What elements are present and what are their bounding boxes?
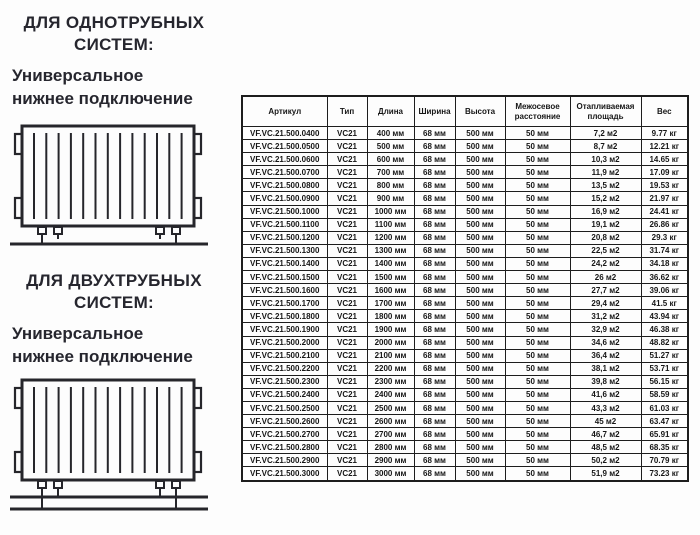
- column-header-weight: Вес: [641, 96, 688, 127]
- table-row: [242, 401, 688, 414]
- table-cell: 68 мм: [414, 467, 455, 481]
- table-cell: 26 м2: [570, 271, 641, 284]
- table-cell: 68 мм: [414, 297, 455, 310]
- table-cell: 9.77 кг: [641, 127, 688, 140]
- table-cell: 34,6 м2: [570, 336, 641, 349]
- table-cell: VF.VC.21.500.1000: [242, 205, 327, 218]
- table-cell: 8,7 м2: [570, 140, 641, 153]
- table-cell: 700 мм: [367, 166, 414, 179]
- table-cell: 50 мм: [505, 284, 570, 297]
- table-cell: VC21: [327, 388, 367, 401]
- table-cell: 1900 мм: [367, 323, 414, 336]
- table-cell: 500 мм: [455, 271, 505, 284]
- table-cell: VF.VC.21.500.2200: [242, 362, 327, 375]
- table-cell: 68 мм: [414, 205, 455, 218]
- table-row: [242, 153, 688, 166]
- table-cell: 500 мм: [455, 323, 505, 336]
- table-cell: 21.97 кг: [641, 192, 688, 205]
- table-cell: 500 мм: [455, 140, 505, 153]
- column-header-type: Тип: [327, 96, 367, 127]
- table-cell: VC21: [327, 336, 367, 349]
- table-cell: VC21: [327, 271, 367, 284]
- table-cell: VF.VC.21.500.1300: [242, 244, 327, 257]
- radiator-diagram-two-pipe: [10, 376, 210, 516]
- table-cell: 500 мм: [455, 388, 505, 401]
- subtext-line: Универсальное: [12, 324, 144, 343]
- table-cell: 51,9 м2: [570, 467, 641, 481]
- table-cell: VC21: [327, 401, 367, 414]
- heading-line: СИСТЕМ:: [74, 293, 154, 312]
- table-row: [242, 140, 688, 153]
- table-cell: 50 мм: [505, 140, 570, 153]
- single-pipe-heading: [6, 12, 222, 56]
- table-cell: 1400 мм: [367, 257, 414, 270]
- spec-table: [241, 95, 689, 482]
- table-cell: VC21: [327, 415, 367, 428]
- table-cell: 29.3 кг: [641, 231, 688, 244]
- table-cell: 500 мм: [455, 153, 505, 166]
- table-cell: 56.15 кг: [641, 375, 688, 388]
- table-row: [242, 467, 688, 481]
- table-cell: VF.VC.21.500.0600: [242, 153, 327, 166]
- subtext-line: нижнее подключение: [12, 347, 193, 366]
- table-cell: VF.VC.21.500.1100: [242, 218, 327, 231]
- table-cell: VC21: [327, 349, 367, 362]
- table-cell: 1200 мм: [367, 231, 414, 244]
- table-cell: 500 мм: [455, 362, 505, 375]
- table-cell: 500 мм: [455, 257, 505, 270]
- table-cell: 68 мм: [414, 140, 455, 153]
- table-cell: 68 мм: [414, 218, 455, 231]
- table-cell: 500 мм: [367, 140, 414, 153]
- table-cell: 500 мм: [455, 467, 505, 481]
- two-pipe-heading: [6, 270, 222, 314]
- table-cell: 13,5 м2: [570, 179, 641, 192]
- table-row: [242, 428, 688, 441]
- table-cell: VC21: [327, 441, 367, 454]
- heading-line: ДЛЯ ДВУХТРУБНЫХ: [26, 271, 202, 290]
- table-cell: 50 мм: [505, 231, 570, 244]
- table-cell: 500 мм: [455, 166, 505, 179]
- table-cell: 7,2 м2: [570, 127, 641, 140]
- table-cell: 2000 мм: [367, 336, 414, 349]
- table-cell: 50 мм: [505, 205, 570, 218]
- table-cell: VF.VC.21.500.2800: [242, 441, 327, 454]
- table-cell: 68 мм: [414, 401, 455, 414]
- left-panel: [0, 0, 235, 535]
- table-cell: 50,2 м2: [570, 454, 641, 467]
- table-cell: VF.VC.21.500.1200: [242, 231, 327, 244]
- table-cell: VF.VC.21.500.0800: [242, 179, 327, 192]
- table-cell: VF.VC.21.500.1800: [242, 310, 327, 323]
- table-row: [242, 297, 688, 310]
- table-row: [242, 218, 688, 231]
- table-cell: 68 мм: [414, 244, 455, 257]
- table-cell: 27,7 м2: [570, 284, 641, 297]
- table-cell: VF.VC.21.500.0400: [242, 127, 327, 140]
- table-cell: 68 мм: [414, 271, 455, 284]
- table-cell: VF.VC.21.500.2600: [242, 415, 327, 428]
- table-cell: 2400 мм: [367, 388, 414, 401]
- table-cell: 500 мм: [455, 428, 505, 441]
- table-cell: 19,1 м2: [570, 218, 641, 231]
- table-cell: 50 мм: [505, 179, 570, 192]
- table-cell: 68.35 кг: [641, 441, 688, 454]
- table-row: [242, 310, 688, 323]
- subtext-line: Универсальное: [12, 66, 144, 85]
- table-cell: 19.53 кг: [641, 179, 688, 192]
- table-cell: VC21: [327, 244, 367, 257]
- table-cell: 68 мм: [414, 454, 455, 467]
- table-cell: 900 мм: [367, 192, 414, 205]
- table-cell: 50 мм: [505, 244, 570, 257]
- table-cell: 43,3 м2: [570, 401, 641, 414]
- table-cell: VC21: [327, 362, 367, 375]
- table-cell: 50 мм: [505, 271, 570, 284]
- table-cell: 50 мм: [505, 349, 570, 362]
- table-cell: VF.VC.21.500.1600: [242, 284, 327, 297]
- table-cell: VC21: [327, 218, 367, 231]
- table-cell: 1700 мм: [367, 297, 414, 310]
- table-cell: 500 мм: [455, 401, 505, 414]
- heading-line: ДЛЯ ОДНОТРУБНЫХ: [23, 13, 205, 32]
- table-row: [242, 205, 688, 218]
- table-cell: 3000 мм: [367, 467, 414, 481]
- table-cell: 48.82 кг: [641, 336, 688, 349]
- table-cell: 50 мм: [505, 166, 570, 179]
- table-row: [242, 415, 688, 428]
- table-cell: 31,2 м2: [570, 310, 641, 323]
- table-cell: 1500 мм: [367, 271, 414, 284]
- table-cell: VF.VC.21.500.2300: [242, 375, 327, 388]
- table-cell: VF.VC.21.500.2100: [242, 349, 327, 362]
- table-cell: VC21: [327, 428, 367, 441]
- table-cell: 500 мм: [455, 218, 505, 231]
- heading-line: СИСТЕМ:: [74, 35, 154, 54]
- table-cell: 400 мм: [367, 127, 414, 140]
- table-cell: VC21: [327, 297, 367, 310]
- table-row: [242, 192, 688, 205]
- table-cell: 500 мм: [455, 336, 505, 349]
- table-row: [242, 349, 688, 362]
- table-cell: 68 мм: [414, 323, 455, 336]
- table-cell: 46.38 кг: [641, 323, 688, 336]
- table-cell: 16,9 м2: [570, 205, 641, 218]
- table-cell: VF.VC.21.500.2400: [242, 388, 327, 401]
- table-cell: 50 мм: [505, 428, 570, 441]
- table-row: [242, 375, 688, 388]
- table-cell: VC21: [327, 323, 367, 336]
- table-cell: 500 мм: [455, 297, 505, 310]
- table-cell: 43.94 кг: [641, 310, 688, 323]
- table-cell: 17.09 кг: [641, 166, 688, 179]
- column-header-height: Высота: [455, 96, 505, 127]
- single-pipe-subtext: [12, 64, 227, 110]
- spec-table-body: [242, 127, 688, 481]
- table-cell: 53.71 кг: [641, 362, 688, 375]
- table-cell: 68 мм: [414, 166, 455, 179]
- table-cell: 500 мм: [455, 454, 505, 467]
- table-cell: 31.74 кг: [641, 244, 688, 257]
- column-header-axial-distance: Межосевое расстояние: [505, 96, 570, 127]
- table-row: [242, 362, 688, 375]
- table-cell: 68 мм: [414, 310, 455, 323]
- table-cell: 38,1 м2: [570, 362, 641, 375]
- table-cell: 500 мм: [455, 310, 505, 323]
- table-cell: 46,7 м2: [570, 428, 641, 441]
- table-cell: 41.5 кг: [641, 297, 688, 310]
- table-row: [242, 284, 688, 297]
- table-cell: 26.86 кг: [641, 218, 688, 231]
- table-row: [242, 257, 688, 270]
- table-cell: 68 мм: [414, 257, 455, 270]
- table-cell: VC21: [327, 192, 367, 205]
- table-cell: VC21: [327, 166, 367, 179]
- table-cell: 68 мм: [414, 127, 455, 140]
- table-cell: 600 мм: [367, 153, 414, 166]
- table-cell: 50 мм: [505, 388, 570, 401]
- table-cell: 2700 мм: [367, 428, 414, 441]
- table-cell: 68 мм: [414, 153, 455, 166]
- table-cell: VF.VC.21.500.2500: [242, 401, 327, 414]
- table-cell: 500 мм: [455, 284, 505, 297]
- table-cell: VF.VC.21.500.0700: [242, 166, 327, 179]
- table-cell: 500 мм: [455, 441, 505, 454]
- table-cell: 45 м2: [570, 415, 641, 428]
- table-cell: 63.47 кг: [641, 415, 688, 428]
- table-cell: 2300 мм: [367, 375, 414, 388]
- table-cell: 34.18 кг: [641, 257, 688, 270]
- table-cell: 50 мм: [505, 192, 570, 205]
- column-header-width: Ширина: [414, 96, 455, 127]
- radiator-diagram-single-pipe: [10, 122, 210, 250]
- table-cell: VC21: [327, 310, 367, 323]
- table-cell: 50 мм: [505, 454, 570, 467]
- table-cell: 500 мм: [455, 192, 505, 205]
- table-cell: 36.62 кг: [641, 271, 688, 284]
- table-cell: 15,2 м2: [570, 192, 641, 205]
- spec-table-header: [242, 96, 688, 127]
- table-cell: 1000 мм: [367, 205, 414, 218]
- table-cell: 500 мм: [455, 415, 505, 428]
- table-cell: 24,2 м2: [570, 257, 641, 270]
- table-cell: 68 мм: [414, 336, 455, 349]
- table-cell: 68 мм: [414, 192, 455, 205]
- table-cell: 50 мм: [505, 336, 570, 349]
- table-cell: VF.VC.21.500.0900: [242, 192, 327, 205]
- table-cell: VF.VC.21.500.2700: [242, 428, 327, 441]
- table-cell: VF.VC.21.500.1700: [242, 297, 327, 310]
- table-cell: 39.06 кг: [641, 284, 688, 297]
- table-row: [242, 244, 688, 257]
- spec-table-container: [241, 95, 687, 482]
- table-cell: 50 мм: [505, 127, 570, 140]
- table-cell: 50 мм: [505, 362, 570, 375]
- table-row: [242, 336, 688, 349]
- table-cell: 500 мм: [455, 349, 505, 362]
- table-cell: 61.03 кг: [641, 401, 688, 414]
- table-cell: VC21: [327, 375, 367, 388]
- table-cell: VC21: [327, 179, 367, 192]
- table-cell: 20,8 м2: [570, 231, 641, 244]
- table-cell: 500 мм: [455, 179, 505, 192]
- table-cell: 68 мм: [414, 441, 455, 454]
- table-row: [242, 388, 688, 401]
- table-cell: VF.VC.21.500.2000: [242, 336, 327, 349]
- table-cell: 68 мм: [414, 179, 455, 192]
- table-cell: 48,5 м2: [570, 441, 641, 454]
- table-cell: 500 мм: [455, 205, 505, 218]
- table-cell: 68 мм: [414, 362, 455, 375]
- table-cell: 50 мм: [505, 375, 570, 388]
- table-cell: VC21: [327, 454, 367, 467]
- column-header-length: Длина: [367, 96, 414, 127]
- table-cell: 50 мм: [505, 323, 570, 336]
- table-cell: VC21: [327, 231, 367, 244]
- table-row: [242, 127, 688, 140]
- table-row: [242, 179, 688, 192]
- table-cell: 68 мм: [414, 284, 455, 297]
- table-cell: 2100 мм: [367, 349, 414, 362]
- table-cell: 41,6 м2: [570, 388, 641, 401]
- table-cell: 1300 мм: [367, 244, 414, 257]
- table-cell: VC21: [327, 140, 367, 153]
- table-cell: 50 мм: [505, 257, 570, 270]
- table-cell: 500 мм: [455, 244, 505, 257]
- subtext-line: нижнее подключение: [12, 89, 193, 108]
- table-cell: 50 мм: [505, 218, 570, 231]
- table-cell: 2900 мм: [367, 454, 414, 467]
- table-cell: 50 мм: [505, 415, 570, 428]
- table-cell: 58.59 кг: [641, 388, 688, 401]
- table-cell: VF.VC.21.500.1900: [242, 323, 327, 336]
- table-cell: 500 мм: [455, 375, 505, 388]
- table-cell: 1600 мм: [367, 284, 414, 297]
- table-cell: 65.91 кг: [641, 428, 688, 441]
- table-cell: 50 мм: [505, 441, 570, 454]
- table-cell: VC21: [327, 467, 367, 481]
- table-cell: VF.VC.21.500.0500: [242, 140, 327, 153]
- table-cell: 2200 мм: [367, 362, 414, 375]
- table-cell: 500 мм: [455, 231, 505, 244]
- table-cell: 11,9 м2: [570, 166, 641, 179]
- table-cell: 68 мм: [414, 231, 455, 244]
- table-cell: 39,8 м2: [570, 375, 641, 388]
- table-cell: 50 мм: [505, 401, 570, 414]
- table-cell: VF.VC.21.500.1400: [242, 257, 327, 270]
- table-cell: VC21: [327, 153, 367, 166]
- table-cell: 36,4 м2: [570, 349, 641, 362]
- two-pipe-subtext: [12, 322, 227, 368]
- table-cell: 68 мм: [414, 375, 455, 388]
- table-cell: VC21: [327, 257, 367, 270]
- table-cell: 68 мм: [414, 428, 455, 441]
- table-cell: 32,9 м2: [570, 323, 641, 336]
- table-cell: 29,4 м2: [570, 297, 641, 310]
- table-cell: 14.65 кг: [641, 153, 688, 166]
- table-cell: 50 мм: [505, 153, 570, 166]
- table-row: [242, 441, 688, 454]
- table-cell: 68 мм: [414, 415, 455, 428]
- table-cell: VC21: [327, 127, 367, 140]
- table-cell: 50 мм: [505, 297, 570, 310]
- table-cell: VC21: [327, 205, 367, 218]
- table-row: [242, 454, 688, 467]
- table-cell: VF.VC.21.500.2900: [242, 454, 327, 467]
- table-cell: 800 мм: [367, 179, 414, 192]
- table-cell: 68 мм: [414, 388, 455, 401]
- table-cell: 12.21 кг: [641, 140, 688, 153]
- table-row: [242, 166, 688, 179]
- table-cell: 22,5 м2: [570, 244, 641, 257]
- table-cell: 500 мм: [455, 127, 505, 140]
- table-cell: 2800 мм: [367, 441, 414, 454]
- table-cell: 2500 мм: [367, 401, 414, 414]
- table-row: [242, 231, 688, 244]
- table-cell: 1800 мм: [367, 310, 414, 323]
- table-cell: VC21: [327, 284, 367, 297]
- table-cell: VF.VC.21.500.3000: [242, 467, 327, 481]
- column-header-article: Артикул: [242, 96, 327, 127]
- table-row: [242, 271, 688, 284]
- table-cell: 1100 мм: [367, 218, 414, 231]
- table-cell: 73.23 кг: [641, 467, 688, 481]
- column-header-heated-area: Отапливаемая площадь: [570, 96, 641, 127]
- table-cell: 70.79 кг: [641, 454, 688, 467]
- table-row: [242, 323, 688, 336]
- table-cell: VF.VC.21.500.1500: [242, 271, 327, 284]
- table-cell: 68 мм: [414, 349, 455, 362]
- table-cell: 10,3 м2: [570, 153, 641, 166]
- table-cell: 24.41 кг: [641, 205, 688, 218]
- table-cell: 50 мм: [505, 467, 570, 481]
- table-cell: 2600 мм: [367, 415, 414, 428]
- table-cell: 51.27 кг: [641, 349, 688, 362]
- table-cell: 50 мм: [505, 310, 570, 323]
